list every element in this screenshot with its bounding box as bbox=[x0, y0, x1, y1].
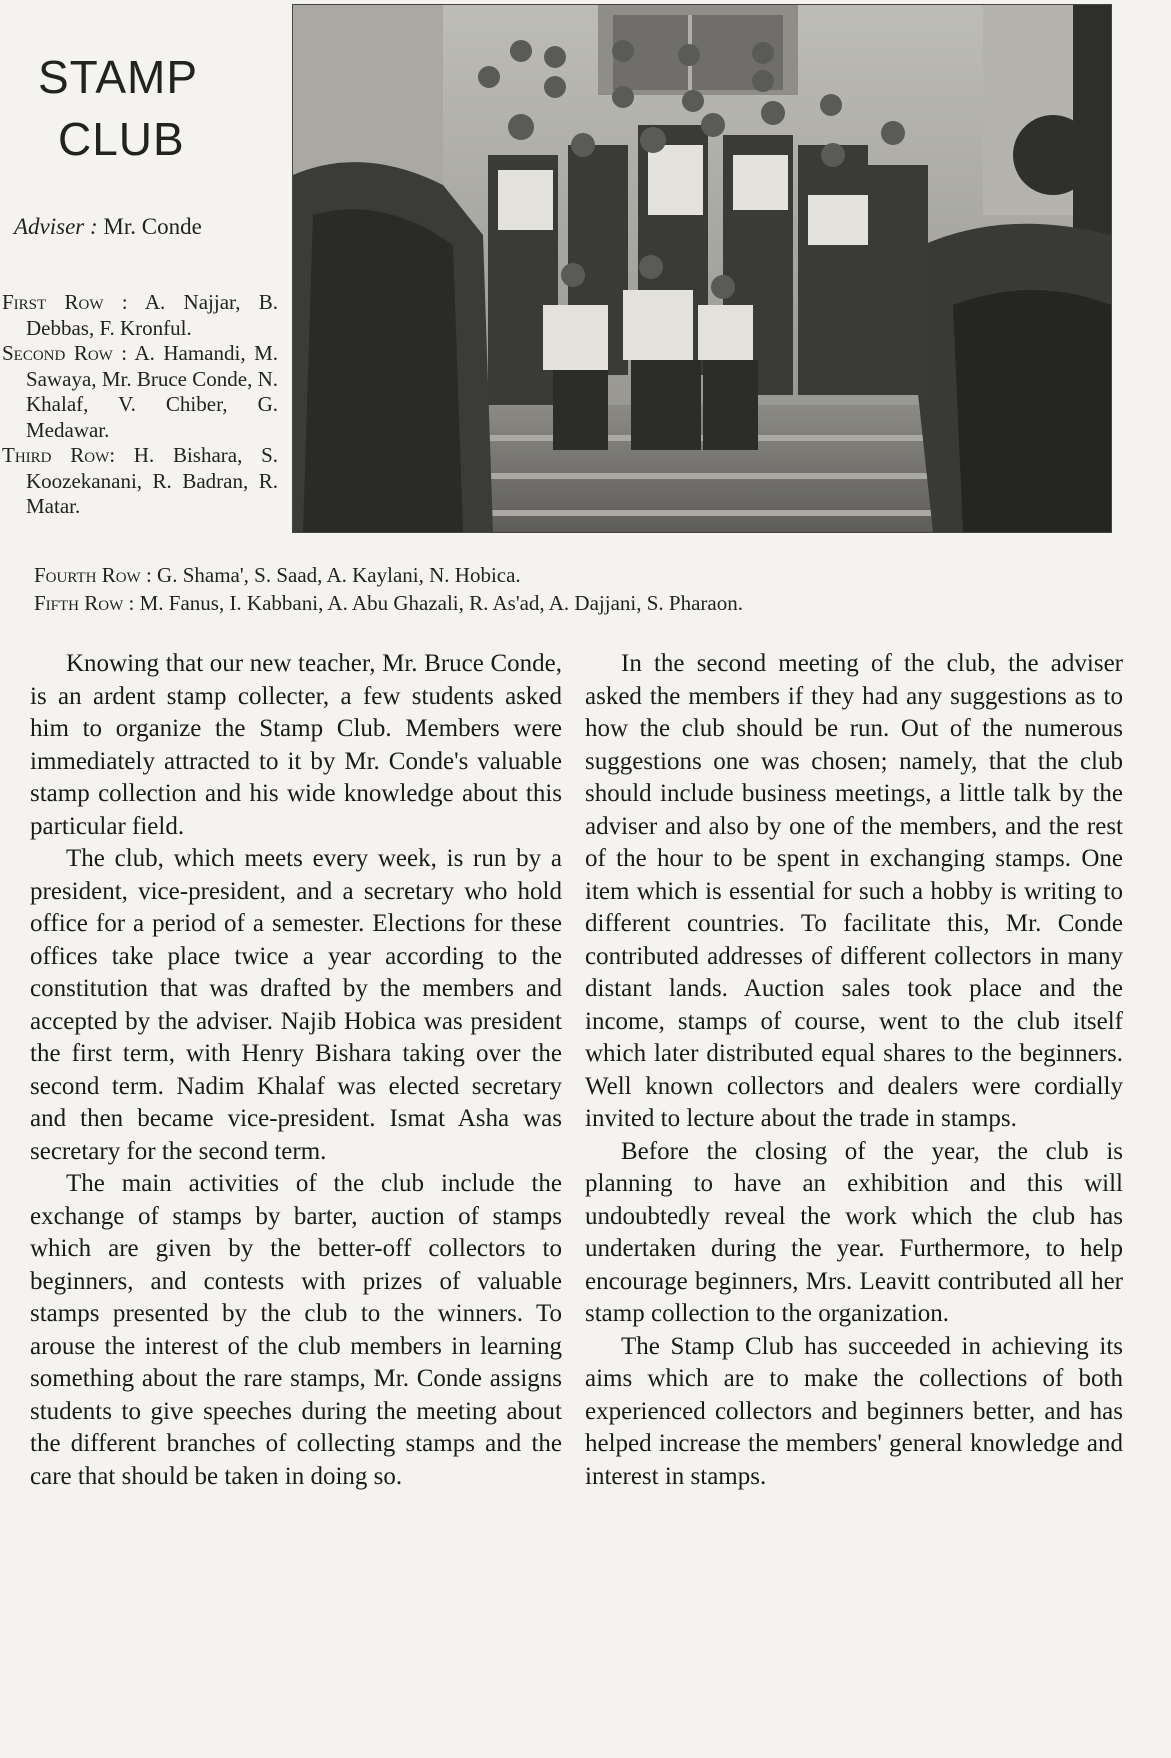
fourth-row-label: Fourth Row : bbox=[34, 563, 152, 587]
caption-fifth-row bbox=[34, 589, 1074, 617]
third-row-names: H. Bishara, S. Koozekanani, R. Badran, R. Matar. bbox=[26, 443, 279, 518]
article-paragraph: The main activities of the club include the exchange of stamps by barter, auction of stamps which are given by the better-off collectors to beginners, and contests with prizes of valuable stamps presented by the club to the winners. To arouse the interest of the club members in learning something about the rare stamps, Mr. Conde assigns students to give speeches during the meeting about the different branches of collecting stamps and the care that should be taken in doing so. bbox=[30, 1170, 562, 1490]
adviser-label: Adviser : bbox=[14, 214, 98, 239]
caption-fourth-row bbox=[34, 561, 1074, 589]
fifth-row-names: M. Fanus, I. Kabbani, A. Abu Ghazali, R. As'ad, A. Dajjani, S. Pharaon. bbox=[139, 591, 743, 615]
page-title bbox=[38, 46, 248, 170]
article-column-left bbox=[30, 648, 562, 1493]
adviser-name: Mr. Conde bbox=[103, 214, 202, 239]
caption-rows-wide bbox=[34, 561, 1074, 617]
third-row-label: Third Row: bbox=[2, 443, 116, 467]
fourth-row-names: G. Shama', S. Saad, A. Kaylani, N. Hobica. bbox=[157, 563, 521, 587]
second-row-label: Second Row : bbox=[2, 341, 128, 365]
fifth-row-label: Fifth Row : bbox=[34, 591, 135, 615]
caption-first-row bbox=[2, 290, 278, 341]
caption-second-row bbox=[2, 341, 278, 443]
second-row-names: A. Hamandi, M. Sawaya, Mr. Bruce Conde, N. Khalaf, V. Chiber, G. Medawar. bbox=[26, 341, 278, 442]
caption-rows-narrow bbox=[2, 290, 278, 520]
caption-third-row bbox=[2, 443, 278, 520]
first-row-names: A. Najjar, B. Debbas, F. Kronful. bbox=[26, 290, 279, 340]
first-row-label: First Row : bbox=[2, 290, 128, 314]
adviser-line bbox=[14, 214, 202, 240]
article-column-right bbox=[585, 648, 1123, 1493]
article-paragraph: In the second meeting of the club, the adviser asked the members if they had any suggestions as to how the club should be run. Out of the numerous suggestions one was chosen; namely, that the club should include business meetings, a little talk by the adviser and also by one of the members, and the rest of the hour to be spent in exchanging stamps. One item which is essential for such a hobby is writing to different countries. To facilitate this, Mr. Conde contributed addresses of different collectors in many distant lands. Auction sales took place and the income, stamps of course, went to the club itself which later distributed equal shares to the beginners. Well known collectors and dealers were cordially invited to lecture about the trade in stamps. bbox=[585, 650, 1123, 1132]
title-line-1: STAMP bbox=[38, 51, 199, 103]
article-paragraph: Before the closing of the year, the club is planning to have an exhibition and this will undoubtedly reveal the work which the club has undertaken during the year. Furthermore, to help encourage beginners, Mrs. Leavitt contributed all her stamp collection to the organization. bbox=[585, 1137, 1123, 1327]
title-line-2: CLUB bbox=[58, 113, 185, 165]
article-paragraph: The Stamp Club has succeeded in achieving its aims which are to make the collections of both experienced collectors and beginners better, and has helped increase the members' general knowledge and interest in stamps. bbox=[585, 1332, 1123, 1490]
article-paragraph: Knowing that our new teacher, Mr. Bruce Conde, is an ardent stamp collecter, a few students asked him to organize the Stamp Club. Members were immediately attracted to it by Mr. Conde's valuable stamp collection and his wide knowledge about this particular field. bbox=[30, 650, 562, 840]
article-paragraph: The club, which meets every week, is run by a president, vice-president, and a secretary who hold office for a period of a semester. Elections for these offices take place twice a year according to the constitution that was drafted by the members and accepted by the adviser. Najib Hobica was president the first term, with Henry Bishara taking over the second term. Nadim Khalaf was elected secretary and then became vice-president. Ismat Asha was secretary for the second term. bbox=[30, 845, 562, 1165]
group-photo bbox=[292, 4, 1112, 533]
